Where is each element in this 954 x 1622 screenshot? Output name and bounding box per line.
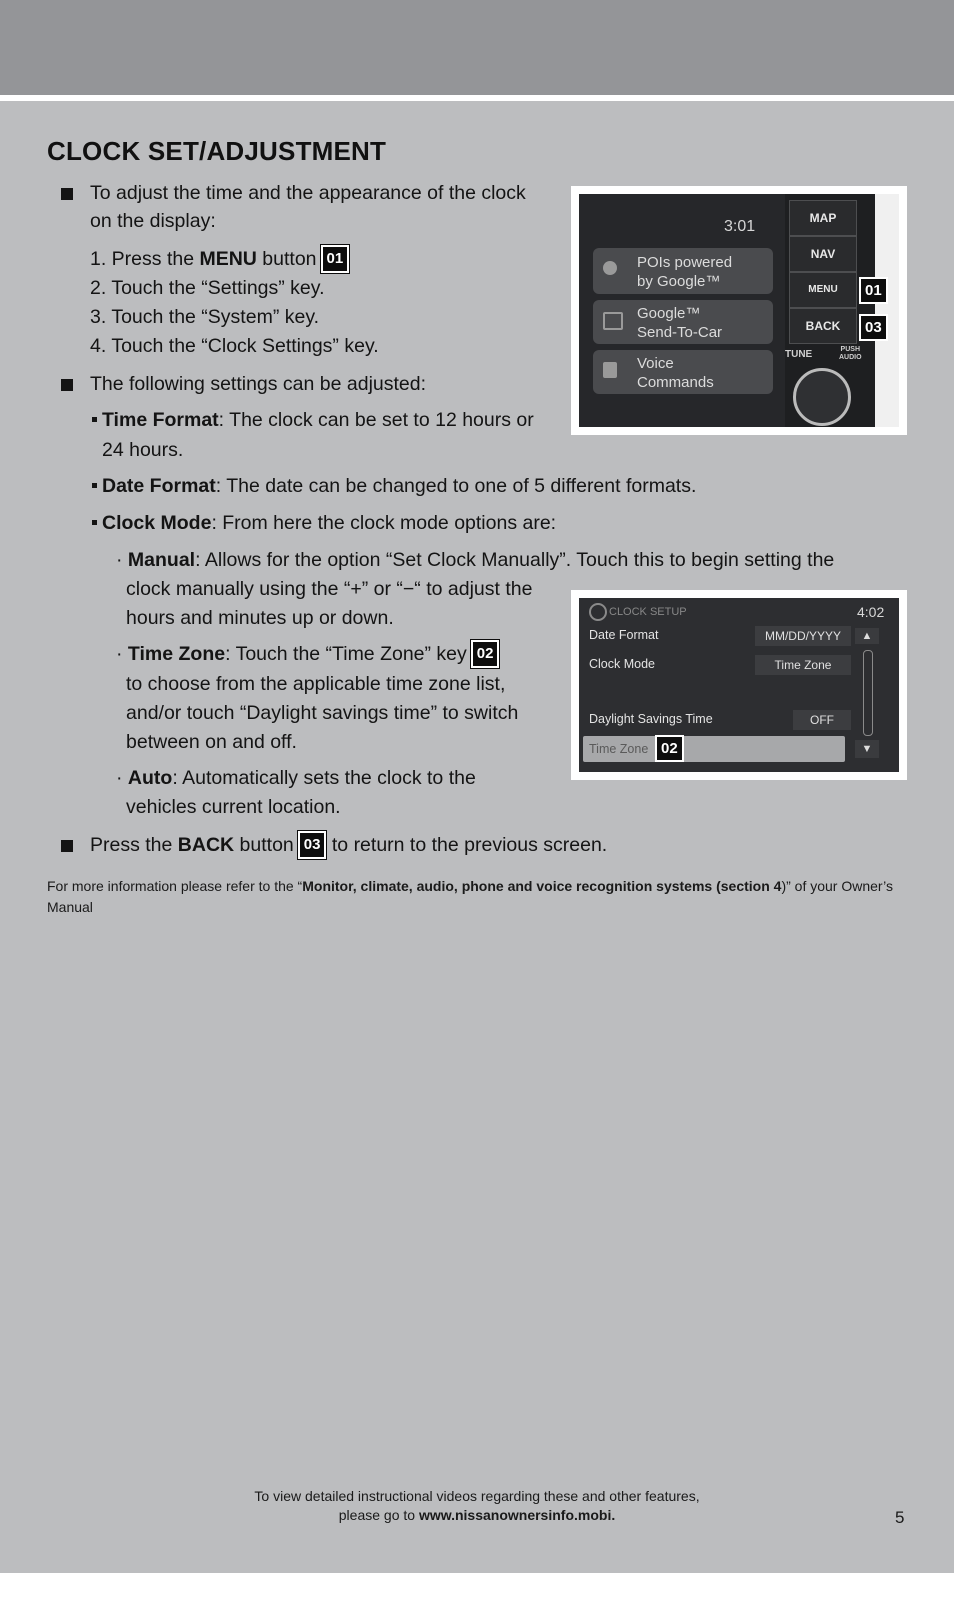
back-button[interactable]: BACK [789,308,857,344]
bullet-dot [92,483,97,488]
mode-time-zone: · Time Zone: Touch the “Time Zone” key 02 [116,640,499,669]
intro-line-1: To adjust the time and the appearance of the clock [90,182,526,204]
bullet-square [61,840,73,852]
badge-02-overlay: 02 [655,735,684,762]
page-number: 5 [895,1508,905,1527]
voice-icon [603,362,617,378]
badge-02: 02 [471,640,500,668]
page-title: CLOCK SET/ADJUSTMENT [47,136,387,166]
daylight-savings-row[interactable]: Daylight Savings Time OFF [589,712,851,726]
mode-manual: · Manual: Allows for the option “Set Clock Manually”. Touch this to begin setting the [116,549,835,571]
daylight-savings-toggle[interactable]: OFF [793,710,851,730]
setting-clock-mode: Clock Mode: From here the clock mode options are: [102,512,557,534]
menu-button[interactable]: MENU [789,272,857,308]
following-text: The following settings can be adjusted: [90,373,427,395]
mode-time-zone-line-4: between on and off. [126,731,297,753]
location-pin-icon [603,261,617,275]
send-to-car-item: Google™ Send-To-Car [593,300,773,344]
send-icon [603,312,623,330]
scrollbar[interactable] [863,650,873,736]
badge-03-overlay: 03 [859,314,888,341]
clock-mode-row[interactable]: Clock Mode Time Zone [589,657,851,671]
time-zone-row[interactable]: Time Zone [583,736,845,762]
tune-label: TUNE [785,349,813,360]
setting-date-format: Date Format: The date can be changed to one of 5 different formats. [102,475,697,497]
mode-time-zone-line-3: and/or touch “Daylight savings time” to switch [126,702,519,724]
back-instruction: Press the BACK button 03 to return to the previous screen. [90,831,607,860]
bullet-square [61,188,73,200]
website-link[interactable]: www.nissanownersinfo.mobi. [418,1507,616,1523]
map-button[interactable]: MAP [789,200,857,236]
intro-line-2: on the display: [90,210,216,232]
step-1: 1. Press the MENU button 01 [90,245,349,274]
menu-screen-screenshot [571,186,907,435]
mode-manual-line-3: hours and minutes up or down. [126,607,394,629]
mode-time-zone-line-2: to choose from the applicable time zone list, [126,673,506,695]
date-format-value: MM/DD/YYYY [755,626,851,646]
mode-manual-line-2: clock manually using the “+” or “−“ to adjust the [126,578,533,600]
bullet-dot [92,417,97,422]
step-4: 4. Touch the “Clock Settings” key. [90,335,379,357]
badge-01: 01 [321,245,350,273]
setting-time-format: Time Format: The clock can be set to 12 hours or [102,409,534,431]
setting-time-format-cont: 24 hours. [102,439,184,461]
mode-auto: · Auto: Automatically sets the clock to the [116,767,476,789]
footer-text: To view detailed instructional videos regarding these and other features, please go to www.nissanownersinfo.mobi. [254,1488,700,1523]
tune-knob[interactable] [793,368,851,426]
clock-time: 3:01 [724,218,756,235]
badge-01-overlay: 01 [859,277,888,304]
clock-mode-value: Time Zone [755,655,851,675]
pois-google-item: POIs powered by Google™ [593,248,773,294]
scroll-up-button[interactable]: ▲ [855,628,879,644]
settings-icon [589,603,607,621]
date-format-row[interactable]: Date Format MM/DD/YYYY [589,628,851,642]
step-3: 3. Touch the “System” key. [90,306,320,328]
reference-note: For more information please refer to the “Monitor, climate, audio, phone and voice recognition systems (section 4)” of your Owner’s Manual [47,878,893,915]
voice-commands-item: Voice Commands [593,350,773,394]
clock-time: 4:02 [857,604,885,620]
header-band [0,0,954,95]
step-2: 2. Touch the “Settings” key. [90,277,325,299]
clock-setup-screenshot [571,590,907,780]
bullet-dot [92,520,97,525]
screen-header: CLOCK SETUP [609,606,687,618]
push-audio-label: PUSH AUDIO [839,346,862,361]
bullet-square [61,379,73,391]
scroll-down-button[interactable]: ▼ [855,740,879,758]
mode-auto-line-2: vehicles current location. [126,796,341,818]
badge-03: 03 [298,831,327,859]
nav-button[interactable]: NAV [789,236,857,272]
